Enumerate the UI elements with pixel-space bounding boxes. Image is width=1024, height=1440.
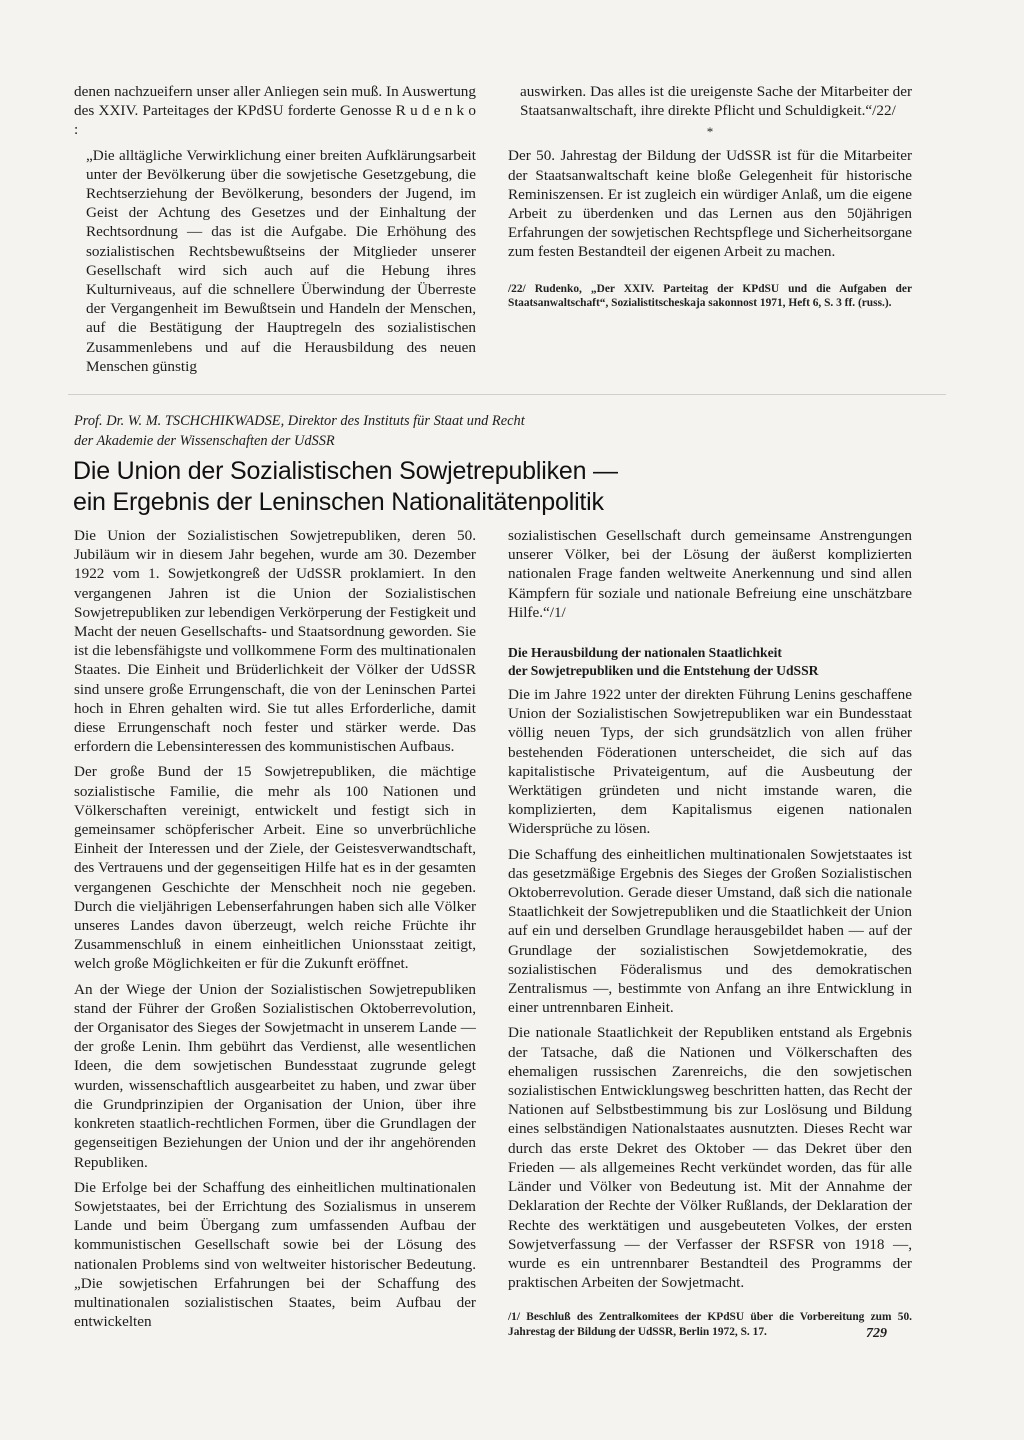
top-right-quote-end: auswirken. Das alles ist die ureigenste Sache der Mitarbeiter der Staatsanwaltschaft, ihre direkte Pflicht und Schuldigkeit.“/22/ xyxy=(520,83,912,120)
author-line-2: der Akademie der Wissenschaften der UdSSR xyxy=(74,432,335,449)
article-right-column xyxy=(508,526,912,1339)
section-divider xyxy=(68,394,946,395)
article-paragraph: Die Schaffung des einheitlichen multinationalen Sowjetstaates ist das gesetzmäßige Ergebnis des Sieges der Großen Sozialistischen Oktoberrevolution. Gerade dieser Umstand, daß sich die nationale Staatlichkeit der Sowjetrepubliken und die Staatlichkeit der Union auf ein und derselben Grundlage herausgebildet haben — auf der Grundlage der sozialistischen Sowjetdemokratie, des sozialistischen Föderalismus und des demokratischen Zentralismus —, bestimmte von Anfang an ihre Entwicklung in einer untrennbaren Einheit. xyxy=(508,845,912,1017)
article-title xyxy=(73,456,953,518)
top-left-intro: denen nachzueifern unser aller Anliegen sein muß. In Auswertung des XXIV. Parteitages der KPdSU forderte Genosse R u d e n k o : xyxy=(74,83,476,139)
top-right-column xyxy=(508,82,912,311)
article-paragraph: An der Wiege der Union der Sozialistischen Sowjetrepubliken stand der Führer der Großen Sozialistischen Oktoberrevolution, der Organisator des Sieges der Sowjetmacht in unserem Lande — der große Lenin. Ihm gebührt das Verdienst, alle wesentlichen Ideen, die dem sowjetischen Bundesstaat zugrunde gelegt wurden, wissenschaftlich ausgearbeitet zu haben, und zwar über die Grundprinzipien der Organisation der Union, über ihre konkreten staatlich-rechtlichen Formen, über die Grundlagen der gegenseitigen Beziehungen der Union und der ihr angehörenden Republiken. xyxy=(74,980,476,1171)
page-number: 729 xyxy=(866,1326,887,1341)
subheading-line-1: Die Herausbildung der nationalen Staatlichkeit xyxy=(508,645,782,661)
article-paragraph: Der große Bund der 15 Sowjetrepubliken, die mächtige sozialistische Familie, die mehr als 100 Nationen und Völkerschaften vereinigt, entwickelt und festigt sich in gemeinsamer schöpferischer Arbeit. Eine so unverbrüchliche Einheit der Interessen und der Ziele, der Geistesverwandtschaft, des Vertrauens und der gegenseitigen Hilfe hat es in der gesamten vergangenen Geschichte der Menschheit noch nie gegeben. Durch die vieljährigen Lebenserfahrungen haben sich alle Völker unseres Landes davon überzeugt, welch reiche Früchte ihr Zusammenschluß in einem einheitlichen Unionsstaat zeitigt, welch große Möglichkeiten er für die Zukunft eröffnet. xyxy=(74,763,476,973)
footnote-22: /22/ Rudenko, „Der XXIV. Parteitag der KPdSU und die Aufgaben der Staatsanwaltschaft“, Sozialistitscheskaja sakonnost 1971, Heft 6, S. 3 ff. (russ.). xyxy=(508,282,912,310)
article-paragraph: Die Union der Sozialistischen Sowjetrepubliken, deren 50. Jubiläum wir in diesem Jahr begehen, wurde am 30. Dezember 1922 vom 1. Sowjetkongreß der UdSSR proklamiert. In den vergangenen Jahren ist die Union der Sozialistischen Sowjetrepubliken zur lebendigen Verkörperung der Festigkeit und Macht der neuen Gesellschafts- und Staatsordnung geworden. Sie ist die lebensfähigste und vollkommene Form des multinationalen Staates. Die Einheit und Brüderlichkeit der Völker der UdSSR sind unsere große Errungenschaft, die von der Leninschen Partei hoch in Ehren gehalten wird. Sie tut alles Erforderliche, damit diese Errungenschaft noch fester und stärker werde. Das erfordern die Lebensinteressen des kommunistischen Aufbaus. xyxy=(74,527,476,756)
article-left-column xyxy=(74,526,476,1331)
subheading-line-2: der Sowjetrepubliken und die Entstehung der UdSSR xyxy=(508,662,819,678)
footnote-1: /1/ Beschluß des Zentralkomitees der KPdSU über die Vorbereitung zum 50. Jahrestag der Bildung der UdSSR, Berlin 1972, S. 17. xyxy=(508,1311,912,1338)
top-right-paragraph: Der 50. Jahrestag der Bildung der UdSSR ist für die Mitarbeiter der Staatsanwaltschaft keine bloße Gelegenheit für historische Reminiszensen. Er ist zugleich ein würdiger Anlaß, um die eigene Arbeit zu überdenken und das Lernen aus den 50jährigen Erfahrungen der sowjetischen Rechtspflege und Sicherheitsorgane zum festen Bestandteil der eigenen Arbeit zu machen. xyxy=(508,147,912,261)
title-line-2: ein Ergebnis der Leninschen Nationalitätenpolitik xyxy=(73,488,604,516)
section-separator: * xyxy=(706,124,714,140)
title-line-1: Die Union der Sozialistischen Sowjetrepubliken — xyxy=(73,457,618,485)
article-paragraph: Die nationale Staatlichkeit der Republiken entstand als Ergebnis der Tatsache, daß die Nationen und Völkerschaften des ehemaligen russischen Zarenreichs, die den sowjetischen sozialistischen Entwicklungsweg beschritten hatten, das Recht der Nationen auf Selbstbestimmung bis zur Loslösung und Bildung eines selbständigen Nationalstaates ausnutzten. Dieses Recht war durch das erste Dekret des Oktober — das Dekret über den Frieden — als allgemeines Recht verkündet worden, das für alle Länder und Völker von Bedeutung ist. Mit der Annahme der Deklaration der Rechte der Völker Rußlands, der Deklaration der Rechte des werktätigen und ausgebeuteten Volkes, der ersten Sowjetverfassung — der Verfasser der RSFSR von 1918 —, wurde es ein untrennbarer Bestandteil des Programms der praktischen Arbeiten der Sowjetmacht. xyxy=(508,1024,912,1292)
author-line-1: Prof. Dr. W. M. TSCHCHIKWADSE, Direktor des Instituts für Staat und Recht xyxy=(74,413,525,429)
top-left-column xyxy=(74,82,476,376)
article-quote-end: sozialistischen Gesellschaft durch gemeinsame Anstrengungen unserer Völker, bei der Lösung der äußerst komplizierten nationalen Frage fanden weltweite Anerkennung und sind allen Kämpfern für soziale und nationale Befreiung eine unschätzbare Hilfe.“/1/ xyxy=(508,527,912,621)
article-paragraph: Die Erfolge bei der Schaffung des einheitlichen multinationalen Sowjetstaates, bei der Errichtung des Sozialismus in unserem Lande und beim Übergang zum umfassenden Aufbau der kommunistischen Gesellschaft sowie bei der Lösung des nationalen Problems sind von weltweiter historischer Bedeutung. „Die sowjetischen Erfahrungen bei der Schaffung des multinationalen sozialistischen Staates, beim Aufbau der entwickelten xyxy=(74,1178,476,1331)
article-subheading xyxy=(508,644,912,679)
author-credit xyxy=(74,412,954,451)
article-paragraph: Die im Jahre 1922 unter der direkten Führung Lenins geschaffene Union der Sozialistischen Sowjetrepubliken war ein Bundesstaat völlig neuen Typs, der sich grundsätzlich von allen früher bestehenden Föderationen unterscheidet, die sich auf das kapitalistische Privateigentum, auf die Ausbeutung der Werktätigen gründeten und nicht imstande waren, die komplizierten, dem Kapitalismus eigenen nationalen Widersprüche zu lösen. xyxy=(508,686,912,838)
top-left-quote: „Die alltägliche Verwirklichung einer breiten Aufklärungsarbeit unter der Bevölkerung über die sowjetische Gesetzgebung, die Rechtserziehung der Bevölkerung, besonders der Jugend, im Geist der Achtung des Gesetzes und der Einhaltung der Rechtsordnung — das ist die Aufgabe. Die Erhöhung des sozialistischen Rechtsbewußtseins der Mitglieder unserer Gesellschaft wird sich auch auf die Hebung ihres Kulturniveaus, auf die schnellere Überwindung der Überreste der Vergangenheit im Bewußtsein und Handeln der Menschen, auf die Bestätigung der Hauptregeln des sozialistischen Zusammenlebens und auf die Herausbildung des neuen Menschen günstig xyxy=(86,146,476,375)
